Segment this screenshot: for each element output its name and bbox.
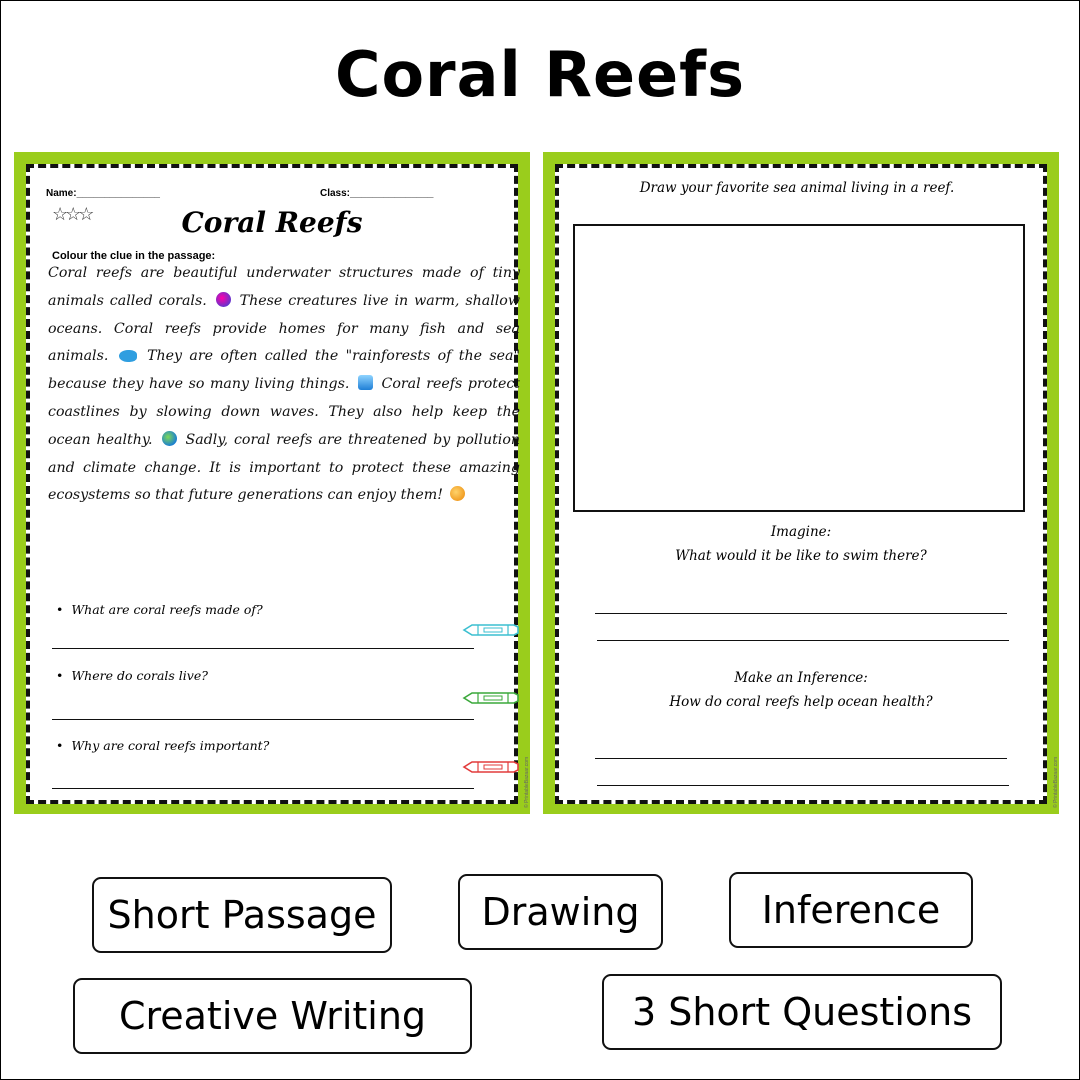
question-3: • Why are coral reefs important?: [56, 738, 270, 753]
class-field-label: Class:_______________: [320, 188, 434, 199]
tag-creative-writing: Creative Writing: [73, 978, 472, 1054]
wave-emoji-icon: [358, 375, 373, 390]
globe-emoji-icon: [162, 431, 177, 446]
coral-emoji-icon: [216, 292, 231, 307]
answer-line-3[interactable]: [52, 788, 474, 789]
passage-sentence-5: Sadly, coral reefs are threatened by pollution and climate change. It is important to protect these amazing ecosystems so that future generations can enjoy them!: [48, 431, 521, 504]
draw-prompt: Draw your favorite sea animal living in a reef.: [639, 180, 955, 196]
inference-label: Make an Inference:: [734, 670, 868, 686]
imagine-label: Imagine:: [770, 524, 832, 540]
crayon-icon-red: [462, 759, 520, 775]
answer-line-1[interactable]: [52, 648, 474, 649]
imagine-answer-line-2[interactable]: [597, 640, 1009, 641]
passage-sentence-1: Coral reefs are beautiful underwater structures made of tiny animals called corals.: [48, 265, 520, 309]
fish-emoji-icon: [119, 350, 137, 362]
tag-inference: Inference: [729, 872, 973, 948]
passage-sentence-4: Coral reefs protect coastlines by slowing down waves. They also help keep the ocean healthy.: [48, 376, 521, 448]
question-3-text: Why are coral reefs important?: [71, 738, 270, 753]
reading-passage: [48, 260, 520, 510]
worksheet-drawing-preview: [543, 152, 1059, 814]
copyright-credit-right: © PrintableBazaar.com: [1053, 756, 1059, 808]
answer-line-2[interactable]: [52, 719, 474, 720]
name-field-label: Name:_______________: [46, 188, 160, 199]
worksheet-passage-preview: [14, 152, 530, 814]
question-1-text: What are coral reefs made of?: [71, 602, 263, 617]
smile-emoji-icon: [450, 486, 465, 501]
worksheet-drawing-page: [555, 164, 1059, 808]
tag-short-passage: Short Passage: [92, 877, 392, 953]
question-2: • Where do corals live?: [56, 668, 208, 683]
inference-answer-line-1[interactable]: [595, 758, 1007, 759]
imagine-question: What would it be like to swim there?: [675, 548, 927, 564]
worksheet-title: Coral Reefs: [181, 206, 363, 239]
question-1: • What are coral reefs made of?: [56, 602, 263, 617]
tag-3-short-questions: 3 Short Questions: [602, 974, 1002, 1050]
question-2-text: Where do corals live?: [71, 668, 208, 683]
worksheet-passage-page: [26, 164, 530, 808]
crayon-icon-blue: [462, 622, 520, 638]
copyright-credit: © PrintableBazaar.com: [524, 756, 530, 808]
crayon-icon-green: [462, 690, 520, 706]
tag-drawing: Drawing: [458, 874, 663, 950]
passage-instruction: Colour the clue in the passage:: [52, 250, 216, 262]
imagine-answer-line-1[interactable]: [595, 613, 1007, 614]
rating-stars-icon: ☆☆☆: [52, 204, 92, 224]
inference-answer-line-2[interactable]: [597, 785, 1009, 786]
drawing-box[interactable]: [573, 224, 1025, 512]
page-title: Coral Reefs: [334, 38, 746, 111]
passage-sentence-2: These creatures live in warm, shallow oceans. Coral reefs provide homes for many fish and sea animals.: [48, 292, 520, 365]
passage-sentence-3: They are often called the "rainforests of the sea" because they have so many living things.: [48, 348, 520, 393]
inference-question: How do coral reefs help ocean health?: [669, 694, 933, 710]
